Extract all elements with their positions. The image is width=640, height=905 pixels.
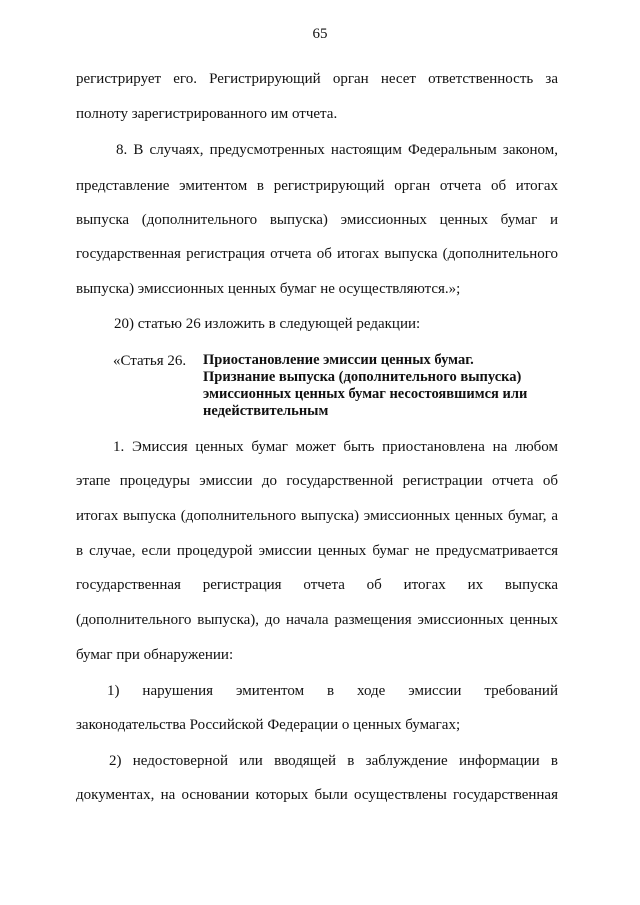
paragraph-line: документах, на основании которых были осуществлены государственная (76, 787, 558, 803)
paragraph-line: регистрирует его. Регистрирующий орган несет ответственность за (76, 71, 558, 87)
paragraph-line: 8. В случаях, предусмотренных настоящим Федеральным законом, (116, 142, 558, 158)
paragraph-line: 1) нарушения эмитентом в ходе эмиссии требований (107, 683, 558, 699)
paragraph-line: выпуска (дополнительного выпуска) эмиссионных ценных бумаг и (76, 212, 558, 228)
paragraph-line: 2) недостоверной или вводящей в заблуждение информации в (109, 753, 558, 769)
paragraph-line: полноту зарегистрированного им отчета. (76, 106, 338, 122)
article-title-line: Приостановление эмиссии ценных бумаг. (203, 352, 474, 368)
paragraph-line: (дополнительного выпуска), до начала размещения эмиссионных ценных (76, 612, 558, 628)
paragraph-line: государственная регистрация отчета об итогах их выпуска (76, 577, 558, 593)
paragraph-line: законодательства Российской Федерации о ценных бумагах; (76, 717, 461, 733)
paragraph-line: бумаг при обнаружении: (76, 647, 234, 663)
paragraph-line: итогах выпуска (дополнительного выпуска) эмиссионных ценных бумаг, а (76, 508, 558, 524)
article-title-line: Признание выпуска (дополнительного выпуска) (203, 369, 522, 385)
paragraph-line: государственная регистрация отчета об итогах выпуска (дополнительного (76, 246, 558, 262)
paragraph-line: представление эмитентом в регистрирующий орган отчета об итогах (76, 178, 558, 194)
paragraph-line: 20) статью 26 изложить в следующей редакции: (114, 316, 421, 332)
article-title-line: недействительным (203, 403, 329, 419)
paragraph-line: этапе процедуры эмиссии до государственной регистрации отчета об (76, 473, 558, 489)
paragraph-line: выпуска) эмиссионных ценных бумаг не осуществляются.»; (76, 281, 461, 297)
page-number: 65 (312, 26, 328, 42)
article-label: «Статья 26. (113, 353, 187, 369)
paragraph-line: в случае, если процедурой эмиссии ценных бумаг не предусматривается (76, 543, 558, 559)
article-title (203, 352, 533, 420)
article-title-line: эмиссионных ценных бумаг несостоявшимся или (203, 386, 528, 402)
paragraph-line: 1. Эмиссия ценных бумаг может быть приостановлена на любом (113, 439, 558, 455)
